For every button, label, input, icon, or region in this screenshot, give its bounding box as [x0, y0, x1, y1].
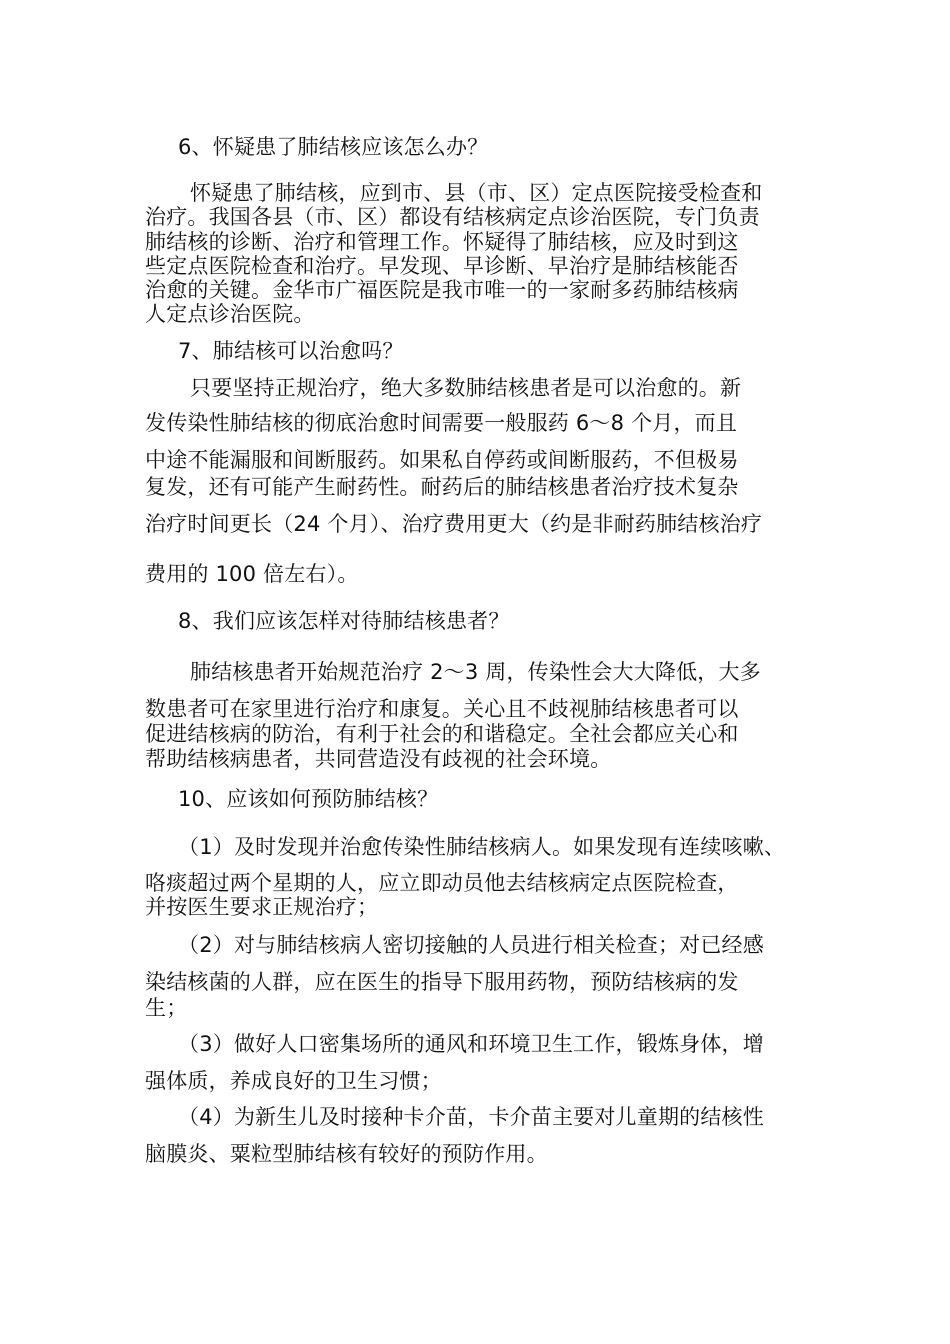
paragraph-line: 些定点医院检查和治疗。早发现、早诊断、早治疗是肺结核能否	[145, 254, 739, 278]
section-heading-6: 6、怀疑患了肺结核应该怎么办？	[178, 135, 489, 159]
section-heading-8: 8、我们应该怎样对待肺结核患者？	[178, 609, 510, 633]
paragraph-line: 费用的 100 倍左右）。	[145, 562, 359, 586]
paragraph-line: 脑膜炎、粟粒型肺结核有较好的预防作用。	[145, 1142, 548, 1166]
paragraph-line: 强体质，养成良好的卫生习惯；	[145, 1069, 442, 1093]
paragraph-line: 肺结核的诊断、治疗和管理工作。怀疑得了肺结核，应及时到这	[145, 230, 739, 254]
paragraph-line: （4）为新生儿及时接种卡介苗，卡介苗主要对儿童期的结核性	[178, 1105, 764, 1129]
section-heading-10: 10、应该如何预防肺结核？	[178, 787, 439, 811]
paragraph-line: 治疗时间更长（24 个月）、治疗费用更大（约是非耐药肺结核治疗	[145, 512, 763, 536]
paragraph-line: 治疗。我国各县（市、区）都设有结核病定点诊治医院，专门负责	[145, 205, 760, 229]
paragraph-line: 帮助结核病患者，共同营造没有歧视的社会环境。	[145, 747, 612, 771]
paragraph-line: （3）做好人口密集场所的通风和环境卫生工作，锻炼身体，增	[178, 1032, 764, 1056]
paragraph-line: 促进结核病的防治，有利于社会的和谐稳定。全社会都应关心和	[145, 722, 739, 746]
paragraph-line: 咯痰超过两个星期的人，应立即动员他去结核病定点医院检查，	[145, 871, 739, 895]
paragraph-line: 只要坚持正规治疗，绝大多数肺结核患者是可以治愈的。新	[190, 376, 742, 400]
paragraph-line: 发传染性肺结核的彻底治愈时间需要一般服药 6～8 个月，而且	[145, 411, 738, 435]
paragraph-line: 肺结核患者开始规范治疗 2～3 周，传染性会大大降低，大多	[190, 660, 761, 684]
paragraph-line: 染结核菌的人群，应在医生的指导下服用药物，预防结核病的发	[145, 970, 739, 994]
section-heading-7: 7、肺结核可以治愈吗？	[178, 339, 404, 363]
paragraph-line: 并按医生要求正规治疗；	[145, 895, 379, 919]
paragraph-line: 治愈的关键。金华市广福医院是我市唯一的一家耐多药肺结核病	[145, 278, 739, 302]
paragraph-line: （1）及时发现并治愈传染性肺结核病人。如果发现有连续咳嗽、	[178, 835, 786, 859]
paragraph-line: 人定点诊治医院。	[145, 302, 315, 326]
paragraph-line: （2）对与肺结核病人密切接触的人员进行相关检查；对已经感	[178, 933, 764, 957]
paragraph-line: 生；	[145, 996, 188, 1020]
paragraph-line: 怀疑患了肺结核，应到市、县（市、区）定点医院接受检查和	[190, 181, 763, 205]
paragraph-line: 中途不能漏服和间断服药。如果私自停药或间断服药，不但极易	[145, 448, 739, 472]
paragraph-line: 复发，还有可能产生耐药性。耐药后的肺结核患者治疗技术复杂	[145, 475, 739, 499]
paragraph-line: 数患者可在家里进行治疗和康复。关心且不歧视肺结核患者可以	[145, 697, 739, 721]
